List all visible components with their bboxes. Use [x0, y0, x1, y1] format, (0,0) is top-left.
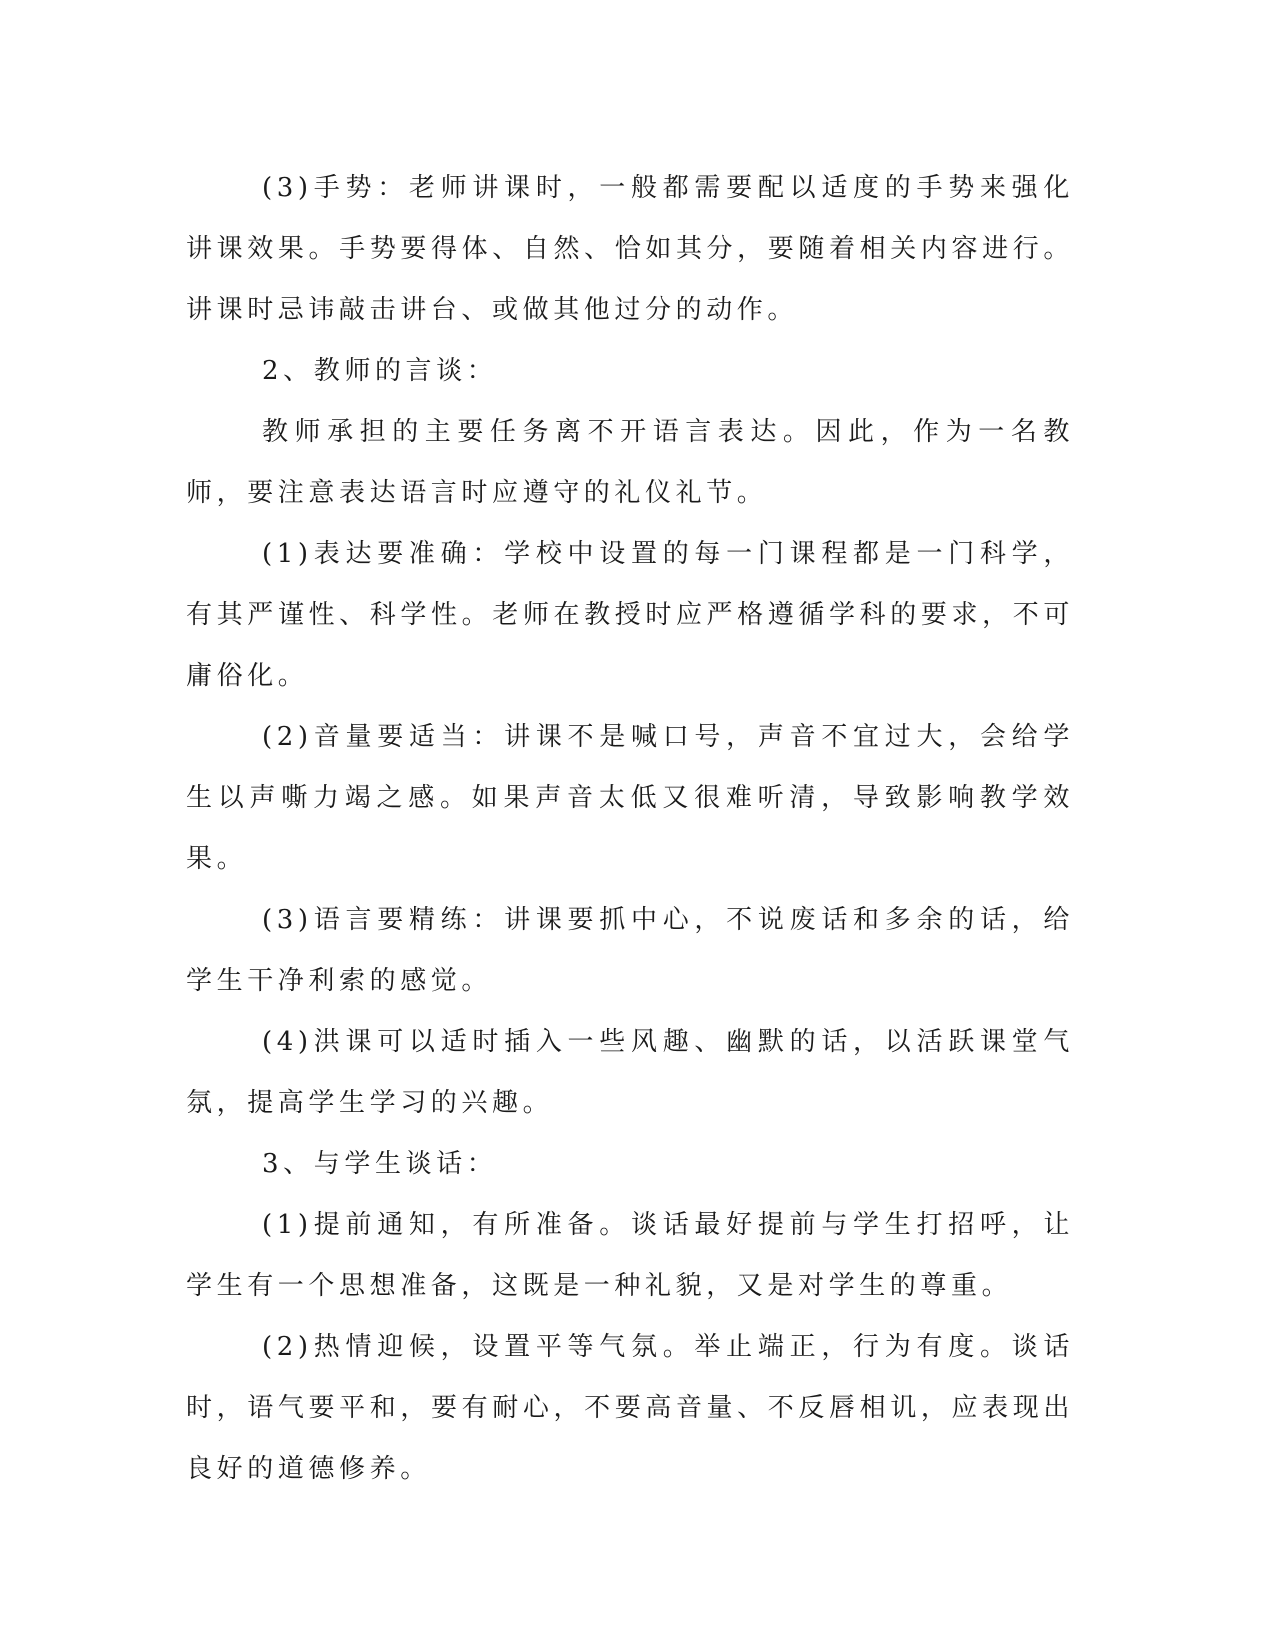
section-heading-teacher-speech: 2、教师的言谈：: [262, 356, 498, 386]
paragraph-volume: (2)音量要适当：讲课不是喊口号，声音不宜过大，会给学生以声嘶力竭之感。如果声音太低又很难听清，导致影响教学效果。: [186, 722, 1074, 874]
paragraph-advance-notice: (1)提前通知，有所准备。谈话最好提前与学生打招呼，让学生有一个思想准备，这既是一种礼貌，又是对学生的尊重。: [186, 1210, 1074, 1301]
paragraph-accuracy: (1)表达要准确：学校中设置的每一门课程都是一门科学，有其严谨性、科学性。老师在教授时应严格遵循学科的要求，不可庸俗化。: [186, 539, 1074, 691]
section-heading-student-talk: 3、与学生谈话：: [262, 1149, 498, 1179]
paragraph-concise-language: (3)语言要精练：讲课要抓中心，不说废话和多余的话，给学生干净利索的感觉。: [186, 905, 1074, 996]
paragraph-speech-intro: 教师承担的主要任务离不开语言表达。因此，作为一名教师，要注意表达语言时应遵守的礼仪礼节。: [186, 417, 1074, 508]
document-body: [186, 158, 1074, 1500]
paragraph-warm-welcome: (2)热情迎候，设置平等气氛。举止端正，行为有度。谈话时，语气要平和，要有耐心，不要高音量、不反唇相讥，应表现出良好的道德修养。: [186, 1332, 1074, 1484]
paragraph-humor: (4)洪课可以适时插入一些风趣、幽默的话，以活跃课堂气氛，提高学生学习的兴趣。: [186, 1027, 1074, 1118]
paragraph-gesture: (3)手势：老师讲课时，一般都需要配以适度的手势来强化讲课效果。手势要得体、自然、恰如其分，要随着相关内容进行。讲课时忌讳敲击讲台、或做其他过分的动作。: [186, 173, 1074, 325]
